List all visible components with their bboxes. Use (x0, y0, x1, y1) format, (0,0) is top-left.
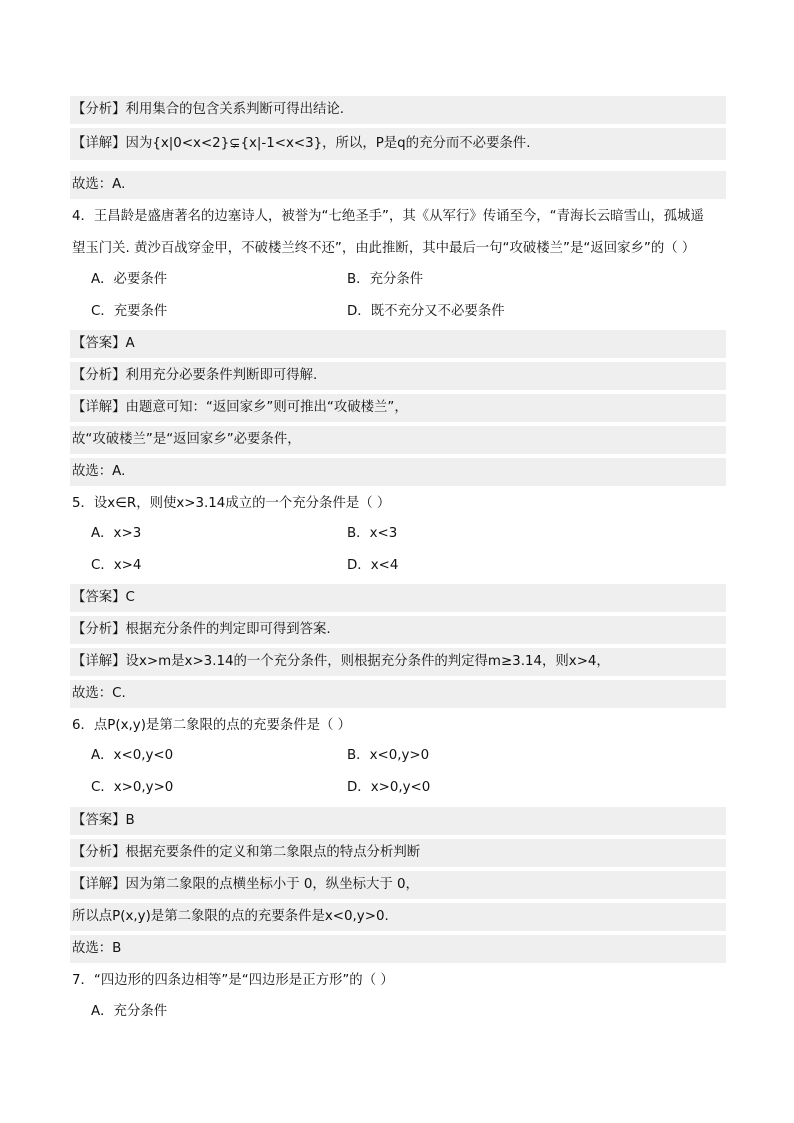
q6-detail-line2: 所以点P(x,y)是第二象限的点的充要条件是x<0,y>0. (70, 903, 726, 931)
q5-option-c: C．x>4 (91, 558, 142, 573)
q4-detail-line1: 【详解】由题意可知：“返回家乡”则可推出“攻破楼兰”， (70, 394, 726, 422)
q3-choice: 故选：A. (70, 171, 726, 199)
q4-option-a: A．必要条件 (91, 272, 168, 287)
q6-answer: 【答案】B (70, 807, 726, 835)
q4-option-c: C．充要条件 (91, 304, 168, 319)
q4-option-b: B．充分条件 (347, 272, 424, 287)
q6-detail-line1: 【详解】因为第二象限的点横坐标小于 0，纵坐标大于 0， (70, 871, 726, 899)
q7-stem: 7．“四边形的四条边相等”是“四边形是正方形”的（ ） (72, 973, 394, 988)
q4-option-d: D．既不充分又不必要条件 (347, 304, 505, 319)
q6-option-c: C．x>0,y>0 (91, 780, 174, 795)
q5-detail: 【详解】设x>m是x>3.14的一个充分条件，则根据充分条件的判定得m≥3.14，则x>4， (70, 648, 726, 676)
q6-choice: 故选：B (70, 935, 726, 963)
q5-option-a: A．x>3 (91, 526, 142, 541)
q4-choice: 故选：A. (70, 458, 726, 486)
q4-detail-line2: 故“攻破楼兰”是“返回家乡”必要条件， (70, 426, 726, 454)
q5-choice: 故选：C. (70, 680, 726, 708)
q5-option-d: D．x<4 (347, 558, 399, 573)
q5-option-b: B．x<3 (347, 526, 398, 541)
q4-stem-line1: 4．王昌龄是盛唐著名的边塞诗人，被誉为“七绝圣手”，其《从军行》传诵至今，“青海长云暗雪山，孤城遥 (72, 209, 704, 224)
q3-analysis: 【分析】利用集合的包含关系判断可得出结论. (70, 96, 726, 124)
q6-option-a: A．x<0,y<0 (91, 748, 174, 763)
q6-option-b: B．x<0,y>0 (347, 748, 430, 763)
q7-option-a: A．充分条件 (91, 1004, 168, 1019)
q5-answer: 【答案】C (70, 584, 726, 612)
q5-stem: 5．设x∈R，则使x>3.14成立的一个充分条件是（ ） (72, 496, 391, 511)
q6-stem: 6．点P(x,y)是第二象限的点的充要条件是（ ） (72, 718, 352, 733)
q6-option-d: D．x>0,y<0 (347, 780, 431, 795)
q4-stem-line2: 望玉门关. 黄沙百战穿金甲，不破楼兰终不还”，由此推断，其中最后一句“攻破楼兰”是“返回家乡”的（ ） (72, 241, 696, 256)
q6-analysis: 【分析】根据充要条件的定义和第二象限点的特点分析判断 (70, 839, 726, 867)
q4-answer: 【答案】A (70, 330, 726, 358)
q3-detail: 【详解】因为{x|0<x<2}⊊{x|-1<x<3}，所以，P是q的充分而不必要条件. (70, 128, 726, 160)
q5-analysis: 【分析】根据充分条件的判定即可得到答案. (70, 616, 726, 644)
q4-analysis: 【分析】利用充分必要条件判断即可得解. (70, 362, 726, 390)
